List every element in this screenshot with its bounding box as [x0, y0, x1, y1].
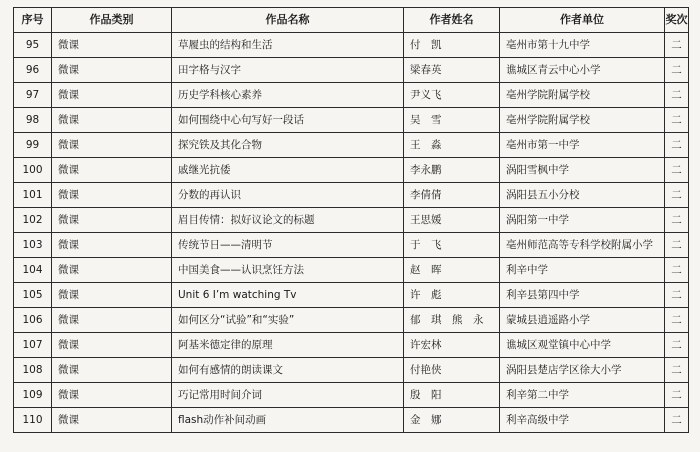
table-row	[14, 83, 689, 108]
cell-author: 许宏林	[404, 333, 500, 358]
cell-no: 99	[14, 133, 52, 158]
cell-title: 传统节日——清明节	[172, 233, 404, 258]
header-no: 序号	[14, 8, 52, 33]
cell-award: 二	[665, 408, 689, 433]
cell-category: 微课	[52, 208, 172, 233]
cell-award: 二	[665, 208, 689, 233]
table-row	[14, 333, 689, 358]
table-header	[14, 8, 689, 33]
table-row	[14, 358, 689, 383]
cell-award: 二	[665, 258, 689, 283]
cell-author: 王思媛	[404, 208, 500, 233]
cell-no: 109	[14, 383, 52, 408]
table-row	[14, 58, 689, 83]
cell-category: 微课	[52, 358, 172, 383]
header-title: 作品名称	[172, 8, 404, 33]
cell-title: 如何围绕中心句写好一段话	[172, 108, 404, 133]
header-award: 奖次	[665, 8, 689, 33]
cell-no: 96	[14, 58, 52, 83]
cell-award: 二	[665, 233, 689, 258]
cell-title: 如何区分“试验”和“实验”	[172, 308, 404, 333]
table-row	[14, 258, 689, 283]
cell-author: 许 彪	[404, 283, 500, 308]
cell-unit: 亳州学院附属学校	[500, 83, 665, 108]
cell-award: 二	[665, 183, 689, 208]
cell-unit: 利辛高级中学	[500, 408, 665, 433]
cell-title: 如何有感情的朗读课文	[172, 358, 404, 383]
cell-title: 中国美食——认识烹饪方法	[172, 258, 404, 283]
cell-no: 106	[14, 308, 52, 333]
cell-unit: 亳州市第一中学	[500, 133, 665, 158]
cell-award: 二	[665, 108, 689, 133]
header-row	[14, 8, 689, 33]
cell-category: 微课	[52, 133, 172, 158]
table-row	[14, 33, 689, 58]
cell-author: 殷 阳	[404, 383, 500, 408]
cell-award: 二	[665, 133, 689, 158]
cell-title: flash动作补间动画	[172, 408, 404, 433]
cell-category: 微课	[52, 283, 172, 308]
cell-award: 二	[665, 83, 689, 108]
cell-no: 95	[14, 33, 52, 58]
cell-award: 二	[665, 358, 689, 383]
cell-category: 微课	[52, 308, 172, 333]
table-row	[14, 208, 689, 233]
cell-no: 104	[14, 258, 52, 283]
table-row	[14, 308, 689, 333]
header-unit: 作者单位	[500, 8, 665, 33]
cell-author: 李倩倩	[404, 183, 500, 208]
table-row	[14, 133, 689, 158]
cell-award: 二	[665, 383, 689, 408]
cell-unit: 蒙城县逍遥路小学	[500, 308, 665, 333]
cell-category: 微课	[52, 383, 172, 408]
table-row	[14, 283, 689, 308]
cell-category: 微课	[52, 333, 172, 358]
cell-no: 100	[14, 158, 52, 183]
table-row	[14, 233, 689, 258]
cell-award: 二	[665, 308, 689, 333]
cell-title: 田字格与汉字	[172, 58, 404, 83]
cell-title: 眉目传情：拟好议论文的标题	[172, 208, 404, 233]
awards-table	[13, 7, 689, 433]
cell-unit: 利辛第二中学	[500, 383, 665, 408]
cell-title: 探究铁及其化合物	[172, 133, 404, 158]
cell-author: 付艳侠	[404, 358, 500, 383]
table-row	[14, 183, 689, 208]
cell-category: 微课	[52, 183, 172, 208]
cell-category: 微课	[52, 258, 172, 283]
cell-unit: 涡阳县五小分校	[500, 183, 665, 208]
cell-category: 微课	[52, 108, 172, 133]
cell-author: 金 娜	[404, 408, 500, 433]
cell-unit: 谯城区青云中心小学	[500, 58, 665, 83]
cell-unit: 涡阳雪枫中学	[500, 158, 665, 183]
cell-award: 二	[665, 33, 689, 58]
table-row	[14, 408, 689, 433]
cell-title: 历史学科核心素养	[172, 83, 404, 108]
cell-author: 李永鹏	[404, 158, 500, 183]
cell-title: 阿基米德定律的原理	[172, 333, 404, 358]
cell-title: 草履虫的结构和生活	[172, 33, 404, 58]
cell-unit: 利辛中学	[500, 258, 665, 283]
cell-no: 101	[14, 183, 52, 208]
cell-unit: 亳州市第十九中学	[500, 33, 665, 58]
cell-award: 二	[665, 58, 689, 83]
table-row	[14, 108, 689, 133]
cell-no: 108	[14, 358, 52, 383]
cell-category: 微课	[52, 233, 172, 258]
cell-title: 巧记常用时间介词	[172, 383, 404, 408]
cell-no: 103	[14, 233, 52, 258]
cell-no: 102	[14, 208, 52, 233]
cell-unit: 涡阳第一中学	[500, 208, 665, 233]
cell-category: 微课	[52, 58, 172, 83]
cell-category: 微课	[52, 33, 172, 58]
cell-title: 戚继光抗倭	[172, 158, 404, 183]
cell-no: 97	[14, 83, 52, 108]
header-category: 作品类别	[52, 8, 172, 33]
cell-author: 梁春英	[404, 58, 500, 83]
cell-award: 二	[665, 283, 689, 308]
cell-unit: 亳州师范高等专科学校附属小学	[500, 233, 665, 258]
cell-title: Unit 6 I’m watching Tv	[172, 283, 404, 308]
cell-category: 微课	[52, 83, 172, 108]
cell-award: 二	[665, 158, 689, 183]
cell-no: 107	[14, 333, 52, 358]
cell-author: 吴 雪	[404, 108, 500, 133]
cell-unit: 涡阳县楚店学区徐大小学	[500, 358, 665, 383]
table-row	[14, 383, 689, 408]
cell-author: 赵 晖	[404, 258, 500, 283]
table-body	[14, 33, 689, 433]
cell-author: 付 凯	[404, 33, 500, 58]
cell-category: 微课	[52, 408, 172, 433]
cell-no: 110	[14, 408, 52, 433]
header-author: 作者姓名	[404, 8, 500, 33]
cell-unit: 谯城区观堂镇中心中学	[500, 333, 665, 358]
cell-title: 分数的再认识	[172, 183, 404, 208]
table-row	[14, 158, 689, 183]
cell-author: 于 飞	[404, 233, 500, 258]
cell-category: 微课	[52, 158, 172, 183]
cell-author: 尹义飞	[404, 83, 500, 108]
cell-author: 郁 琪 熊 永	[404, 308, 500, 333]
cell-award: 二	[665, 333, 689, 358]
cell-no: 98	[14, 108, 52, 133]
cell-unit: 亳州学院附属学校	[500, 108, 665, 133]
cell-no: 105	[14, 283, 52, 308]
cell-author: 王 淼	[404, 133, 500, 158]
cell-unit: 利辛县第四中学	[500, 283, 665, 308]
